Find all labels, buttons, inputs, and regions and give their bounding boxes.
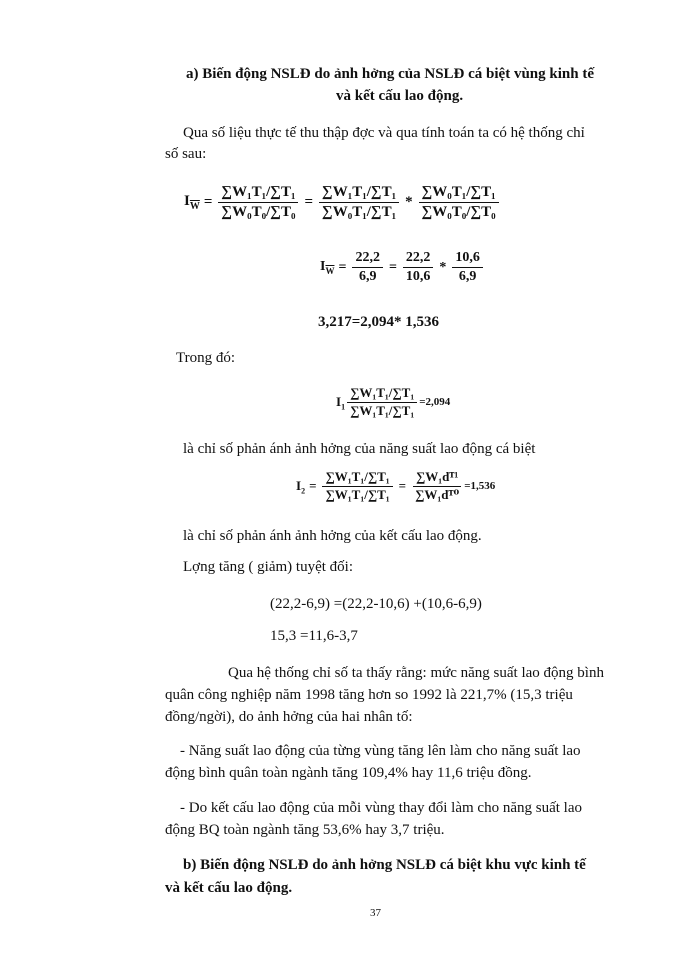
formula1-fraction-3: $\frac{\text{∑W₀T₁/∑T₁}}{\text{∑W₀T₀/∑T₀}}$: [419, 184, 499, 222]
bullet1-line2: động bình quân toàn ngành tăng 109,4% hay 11,6 triệu đồng.: [165, 765, 532, 781]
formula-index-i2: $I_2$ = $\frac{\text{∑W₁T₁/∑T₁}}{\text{∑W₁T₁/∑T₁}}$ = $\frac{\text{∑W₁dᵀ¹}}{\text{∑W₁dᵀ⁰}}$ =1,536: [296, 469, 496, 502]
formula2-lhs: $I_{\overline{W}}$: [320, 259, 335, 276]
conclusion-line3: đồng/ngời), do ảnh hởng của hai nhân tố:: [165, 709, 413, 725]
bullet2-line1: - Do kết cấu lao động của mỗi vùng thay đổi làm cho năng suất lao: [180, 800, 582, 816]
section-b-heading-line2: và kết cấu lao động.: [165, 880, 293, 896]
formula3-fraction: $\frac{\text{∑W₁T₁/∑T₁}}{\text{∑W₁T₁/∑T₁}}$: [347, 386, 417, 419]
formula4-fraction-2: $\frac{\text{∑W₁dᵀ¹}}{\text{∑W₁dᵀ⁰}}$: [412, 470, 462, 503]
conclusion-line2: quân công nghiệp năm 1998 tăng hơn so 1992 là 221,7% (15,3 triệu: [165, 687, 573, 703]
absolute-change-label: Lợng tăng ( giảm) tuyệt đối:: [183, 559, 353, 575]
page-number: 37: [370, 907, 381, 919]
absolute-change-equation-1: (22,2-6,9) =(22,2-10,6) +(10,6-6,9): [270, 596, 482, 612]
formula4-lhs: $I_2$: [296, 477, 306, 496]
formula2-fraction-2: $\frac{22,2}{10,6}$: [403, 250, 434, 285]
formula-index-decomposition: $I_{\overline{W}}$ = $\frac{\text{∑W₁T₁/∑T₁}}{\text{∑W₀T₀/∑T₀}}$ = $\frac{\text{∑W₁T₁/∑T₁}}{\text{∑W₀T₁/∑T₁}}$ * $\frac{\text{∑W₀T₁/∑T₁}}{\text{∑W₀T₀/∑T₀}}$: [184, 184, 501, 222]
formula4-fraction-1: $\frac{\text{∑W₁T₁/∑T₁}}{\text{∑W₁T₁/∑T₁}}$: [322, 470, 392, 503]
trong-do-label: Trong đó:: [176, 350, 236, 366]
formula1-fraction-1: $\frac{\text{∑W₁T₁/∑T₁}}{\text{∑W₀T₀/∑T₀}}$: [218, 184, 298, 222]
bullet2-line2: động BQ toàn ngành tăng 53,6% hay 3,7 triệu.: [165, 822, 445, 838]
formula1-fraction-2: $\frac{\text{∑W₁T₁/∑T₁}}{\text{∑W₀T₁/∑T₁}}$: [319, 184, 399, 222]
desc-i2: là chỉ số phản ánh ảnh hởng của kết cấu lao động.: [183, 528, 482, 544]
formula3-lhs: $I_1$: [336, 393, 346, 412]
formula1-lhs: $I_{\overline{W}}$: [184, 193, 200, 213]
formula-index-i1: [336, 386, 450, 419]
intro-line2: số sau:: [165, 146, 207, 162]
section-b-heading-line1: b) Biến động NSLĐ do ảnh hởng NSLĐ cá biệt khu vực kinh tế: [183, 857, 586, 873]
desc-i1: là chỉ số phản ánh ảnh hởng của năng suất lao động cá biệt: [183, 441, 536, 457]
section-a-heading-line1: a) Biến động NSLĐ do ảnh hởng của NSLĐ cá biệt vùng kinh tế: [186, 66, 594, 82]
intro-line1: Qua số liệu thực tế thu thập đợc và qua tính toán ta có hệ thống chỉ: [183, 125, 585, 141]
formula2-fraction-1: $\frac{22,2}{6,9}$: [352, 250, 383, 285]
formula2-fraction-3: $\frac{10,6}{6,9}$: [452, 250, 483, 285]
bullet1-line1: - Năng suất lao động của từng vùng tăng lên làm cho năng suất lao: [180, 743, 581, 759]
formula-numeric-decomposition: $I_{\overline{W}}$ = $\frac{22,2}{6,9}$ = $\frac{22,2}{10,6}$ * $\frac{10,6}{6,9}$: [320, 250, 485, 285]
formula3-rhs: =2,094: [419, 396, 451, 409]
absolute-change-equation-2: 15,3 =11,6-3,7: [270, 628, 358, 644]
section-a-heading-line2: và kết cấu lao động.: [336, 88, 464, 104]
conclusion-line1: Qua hệ thống chỉ số ta thấy rằng: mức năng suất lao động bình: [228, 665, 604, 681]
result-line: 3,217=2,094* 1,536: [318, 314, 440, 330]
formula4-rhs: =1,536: [464, 480, 496, 493]
